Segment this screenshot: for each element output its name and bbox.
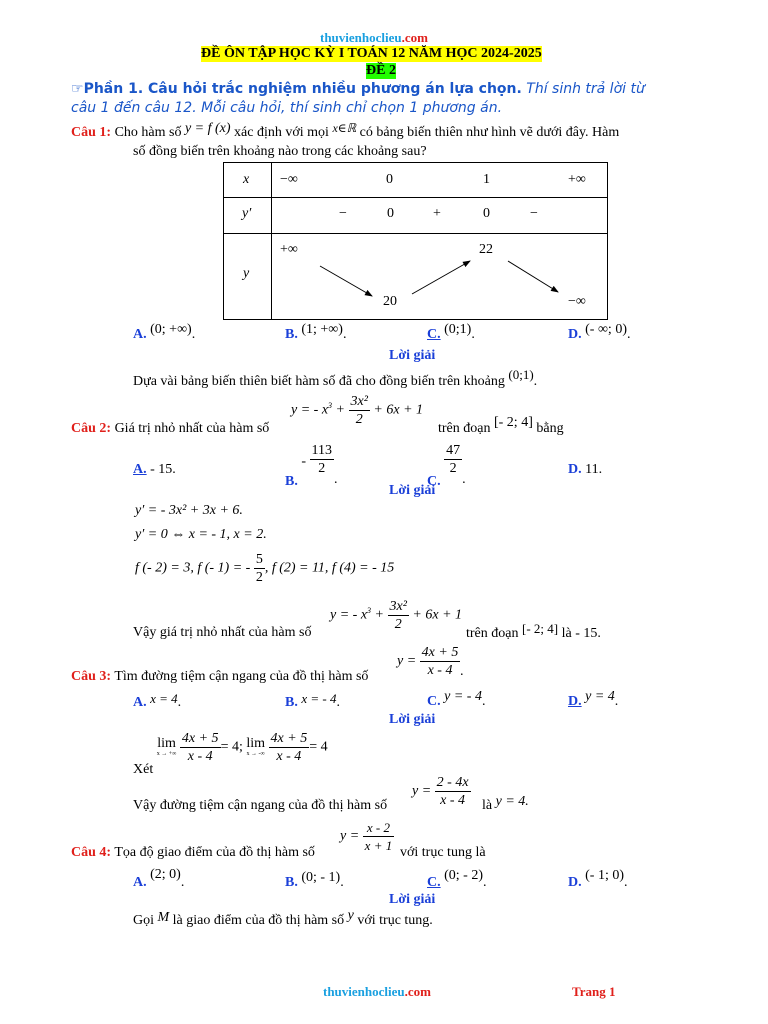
q2-fn-part: + xyxy=(335,402,345,418)
q4-option-d[interactable]: D. (- 1; 0). xyxy=(568,868,628,890)
q4-fn-den: x + 1 xyxy=(364,838,393,853)
q2-step-text: y′ = - 3x² + 3x + 6 xyxy=(135,503,240,518)
q2-text-3: bằng xyxy=(536,421,564,436)
option-letter: C. xyxy=(427,694,441,709)
option-letter: B. xyxy=(285,473,298,489)
row-label-x: x xyxy=(243,172,250,187)
q3-conclusion xyxy=(133,798,387,814)
q2-option-b[interactable]: B. - $\frac{113}{2}$ . xyxy=(285,443,338,489)
option-den: 2 xyxy=(449,461,457,476)
option-num: 47 xyxy=(446,443,461,458)
q3-line1 xyxy=(71,669,368,685)
q2-option-a[interactable]: A. - 15. xyxy=(133,462,176,477)
footer-site[interactable] xyxy=(323,984,431,1000)
q4-text-1: Tọa độ giao điểm của đồ thị hàm số xyxy=(114,845,315,860)
option-letter-correct: C. xyxy=(427,327,441,342)
q4-line1 xyxy=(71,845,315,861)
q1-option-c[interactable]: C. (0;1). xyxy=(427,322,475,342)
option-value: (0; - 1) xyxy=(301,870,341,885)
q2-step-den: 2 xyxy=(255,570,263,585)
q2-conclusion-text: Vậy giá trị nhỏ nhất của hàm số xyxy=(133,625,312,640)
q2-conclusion-b: trên đoạn [- 2; 4] là - 15. xyxy=(466,621,601,641)
q3-conclusion-b xyxy=(482,794,529,814)
q3-option-b[interactable]: B. x = - 4. xyxy=(285,691,340,710)
y-value: 22 xyxy=(479,242,493,257)
lim-word: lim xyxy=(157,736,176,751)
q2-fn-part: + 6x + 1 xyxy=(373,402,424,418)
q2-fn-den: 2 xyxy=(394,617,402,632)
q2-conclusion-function: y = - $x^3$ + $\frac{\text{3x²}}{2}$ + 6x + 1 xyxy=(330,599,463,632)
option-value: y = 4 xyxy=(585,689,615,704)
option-value: (0;1) xyxy=(444,322,472,337)
q3-conclusion-text: Vậy đường tiệm cận ngang của đồ thị hàm số xyxy=(133,798,388,813)
q4-solution-heading: Lời giải xyxy=(389,892,436,907)
q4-option-c[interactable]: C. (0; - 2). xyxy=(427,868,487,890)
q2-fn-num: 3x² xyxy=(389,599,407,614)
option-letter: A. xyxy=(133,327,147,342)
option-letter: B. xyxy=(285,875,298,890)
site-name: thuvienhoclieu xyxy=(323,984,405,999)
q3-text-1: Tìm đường tiệm cận ngang của đồ thị hàm số xyxy=(114,669,369,684)
q3-conclusion-text: là xyxy=(482,798,493,813)
option-value: x = 4 xyxy=(150,691,178,706)
q4-option-b[interactable]: B. (0; - 1). xyxy=(285,870,344,890)
option-value: (0; - 2) xyxy=(444,868,484,883)
q2-function: y = - $x^3$ + $\frac{\text{3x²}}{2}$ + 6x + 1 xyxy=(291,394,424,427)
option-letter: A. xyxy=(133,875,147,890)
doc-title: ĐỀ ÔN TẬP HỌC KỲ I TOÁN 12 NĂM HỌC 2024-2025 xyxy=(201,46,542,61)
question-label: Câu 1: xyxy=(71,125,112,140)
option-value: x = - 4 xyxy=(301,691,337,706)
q4-function xyxy=(340,819,394,854)
part1-instr-2: câu 1 đến câu 12. Mỗi câu hỏi, thí sinh chỉ chọn 1 phương án. xyxy=(71,100,503,116)
x-value: 1 xyxy=(483,172,490,187)
option-letter: D. xyxy=(568,327,582,342)
option-letter: C. xyxy=(427,473,441,489)
q2-step-num: 5 xyxy=(255,552,263,567)
option-value: 11 xyxy=(585,462,599,477)
q4-fn-num: x - 2 xyxy=(363,819,395,837)
q3-fn-lhs: y = xyxy=(397,653,417,669)
q2-fn-part: y = - x xyxy=(291,402,329,418)
q2-text-1: Giá trị nhỏ nhất của hàm số xyxy=(114,421,270,436)
q2-option-c[interactable]: C. $\frac{47}{2}$ . xyxy=(427,443,466,489)
q2-solution-heading: Lời giải xyxy=(389,483,436,498)
q3-lim-den: x - 4 xyxy=(187,749,213,764)
q4-y: y xyxy=(347,908,354,923)
question-label: Câu 2: xyxy=(71,421,112,436)
q2-fn-part: + xyxy=(374,607,384,623)
q2-step-text: f (- 2) = 3, f (- 1) = - xyxy=(135,560,251,576)
question-label: Câu 3: xyxy=(71,669,112,684)
q2-fn-part: y = - x xyxy=(330,607,368,623)
lim-word: lim xyxy=(246,736,266,751)
q2-interval: [- 2; 4] xyxy=(521,621,559,636)
option-letter: D. xyxy=(568,875,582,890)
option-letter-correct: A. xyxy=(133,462,147,477)
q1-option-d[interactable]: D. (- ∞; 0). xyxy=(568,322,631,342)
option-value: (0; +∞) xyxy=(150,322,192,337)
option-value: (- 1; 0) xyxy=(585,868,625,883)
q3-lim-eq: = 4 xyxy=(309,739,328,755)
q4-solution-text: là giao điểm của đồ thị hàm số xyxy=(172,913,345,928)
option-letter-correct: D. xyxy=(568,694,582,709)
part1-instr-1: Thí sinh trả lời từ xyxy=(521,81,645,97)
q3-lim-num: 4x + 5 xyxy=(270,731,308,746)
option-letter: B. xyxy=(285,327,298,342)
y-value: 20 xyxy=(383,294,397,309)
q4-solution-text: với trục tung. xyxy=(357,913,433,928)
q3-option-d[interactable]: D. y = 4. xyxy=(568,689,619,709)
option-num: 113 xyxy=(311,443,332,458)
q3-conclusion-function xyxy=(412,774,471,809)
site-domain: .com xyxy=(404,984,431,999)
option-letter-correct: C. xyxy=(427,875,441,890)
q3-solution-heading: Lời giải xyxy=(389,712,436,727)
q3-fn-lhs: y = xyxy=(412,783,432,799)
sign-value: 0 xyxy=(387,206,394,221)
q3-lim-num: 4x + 5 xyxy=(181,731,219,746)
y-value: −∞ xyxy=(568,294,586,309)
q1-function: y = f (x) xyxy=(184,121,231,136)
q3-lim-den: x - 4 xyxy=(276,749,302,764)
hand-pointer-icon: ☞ xyxy=(71,81,84,97)
option-value: (1; +∞) xyxy=(301,322,343,337)
q3-limits xyxy=(133,730,328,777)
option-value: y = - 4 xyxy=(444,689,482,704)
q2-conclusion-value: - 15 xyxy=(575,626,598,641)
lim-sub: x → +∞ xyxy=(156,751,177,757)
sign-value: − xyxy=(530,206,538,221)
q2-step-text: y′ = 0 ⇔ x = - 1, x = 2 xyxy=(135,527,264,542)
q3-conclusion-num: 2 - 4x xyxy=(436,775,469,790)
q3-conclusion-den: x - 4 xyxy=(440,793,466,808)
part1-heading: Phần 1. Câu hỏi trắc nghiệm nhiều phương án lựa chọn. xyxy=(83,81,522,97)
q1-text-3: có bảng biến thiên như hình vẽ dưới đây. Hàm xyxy=(359,125,620,140)
q2-fn-den: 2 xyxy=(355,412,363,427)
option-value: - 15 xyxy=(150,462,173,477)
q2-text-2: trên đoạn xyxy=(438,421,491,436)
q2-step-text: , f (2) = 11, f (4) = - 15 xyxy=(264,560,395,576)
site-domain: .com xyxy=(401,30,428,45)
part1-line1 xyxy=(71,81,645,97)
q1-solution-heading: Lời giải xyxy=(389,348,436,363)
q4-point-m: M xyxy=(157,910,170,925)
q4-solution-text: Gọi xyxy=(133,913,154,928)
q1-solution-text: Dựa vài bảng biến thiên biết hàm số đã cho đồng biến trên khoảng xyxy=(133,374,505,389)
site-name: thuvienhoclieu xyxy=(320,30,402,45)
q2-conclusion-text: là xyxy=(561,626,572,641)
q2-fn-part: + 6x + 1 xyxy=(412,607,463,623)
exam-code: ĐỀ 2 xyxy=(366,63,396,78)
q3-fn-den: x - 4 xyxy=(427,663,453,678)
q1-solution-value: (0;1) xyxy=(508,367,534,382)
row-label-y: y xyxy=(243,266,250,281)
q2-step-2: y′ = 0 ⇔ x = - 1, x = 2. xyxy=(135,527,267,542)
option-letter: B. xyxy=(285,695,298,710)
y-value: +∞ xyxy=(280,242,298,257)
q4-solution xyxy=(133,908,433,929)
q4-fn-lhs: y = xyxy=(340,828,360,844)
page-number: Trang 1 xyxy=(572,984,616,999)
q2-step-3 xyxy=(135,551,394,586)
q1-option-b[interactable]: B. (1; +∞). xyxy=(285,322,347,342)
q2-step-1: y′ = - 3x² + 3x + 6. xyxy=(135,503,243,518)
option-letter: A. xyxy=(133,695,147,710)
x-value: −∞ xyxy=(280,172,298,187)
sign-value: 0 xyxy=(483,206,490,221)
q3-function: y = $\frac{4x + 5}{x - 4}$ . xyxy=(397,645,464,679)
q2-option-d[interactable]: D. 11. xyxy=(568,462,603,477)
q1-text-1: Cho hàm số xyxy=(114,125,182,140)
row-label-yprime: y′ xyxy=(242,206,252,221)
q3-xet: Xét xyxy=(133,761,154,777)
variation-arrows xyxy=(224,163,607,319)
q3-fn-num: 4x + 5 xyxy=(421,645,459,660)
q4-line1b: với trục tung là xyxy=(400,845,486,860)
q3-lim-eq: = 4; xyxy=(220,739,243,755)
header-site[interactable] xyxy=(320,30,428,46)
option-den: 2 xyxy=(318,461,326,476)
option-value: (- ∞; 0) xyxy=(585,322,627,337)
x-value: +∞ xyxy=(568,172,586,187)
x-value: 0 xyxy=(386,172,393,187)
q1-text-2: xác định với mọi xyxy=(234,125,329,140)
q1-solution: Dựa vài bảng biến thiên biết hàm số đã cho đồng biến trên khoảng (0;1). xyxy=(133,367,538,389)
q4-option-a[interactable]: A. (2; 0). xyxy=(133,867,185,890)
option-sign: - xyxy=(301,453,307,469)
q2-interval: [- 2; 4] xyxy=(493,415,533,430)
q3-option-c[interactable]: C. y = - 4. xyxy=(427,689,486,709)
option-letter: D. xyxy=(568,462,582,477)
q2-fn-num: 3x² xyxy=(350,394,368,409)
lim-sub: x → -∞ xyxy=(246,751,265,757)
q2-conclusion xyxy=(133,625,311,641)
q1-domain: x∈ℝ xyxy=(332,121,357,135)
sign-value: − xyxy=(339,206,347,221)
q1-line2: số đồng biến trên khoảng nào trong các khoảng sau? xyxy=(133,144,427,159)
q2-line1b xyxy=(438,415,564,437)
q2-conclusion-text: trên đoạn xyxy=(466,626,519,641)
option-value: (2; 0) xyxy=(150,867,181,882)
q1-option-a[interactable]: A. (0; +∞). xyxy=(133,322,196,342)
q1-line1 xyxy=(71,121,620,141)
q3-conclusion-value: y = 4. xyxy=(495,794,529,809)
q2-line1 xyxy=(71,421,269,437)
variation-table xyxy=(223,162,608,320)
sign-value: + xyxy=(433,206,441,221)
q3-option-a[interactable]: A. x = 4. xyxy=(133,691,182,710)
question-label: Câu 4: xyxy=(71,845,112,860)
